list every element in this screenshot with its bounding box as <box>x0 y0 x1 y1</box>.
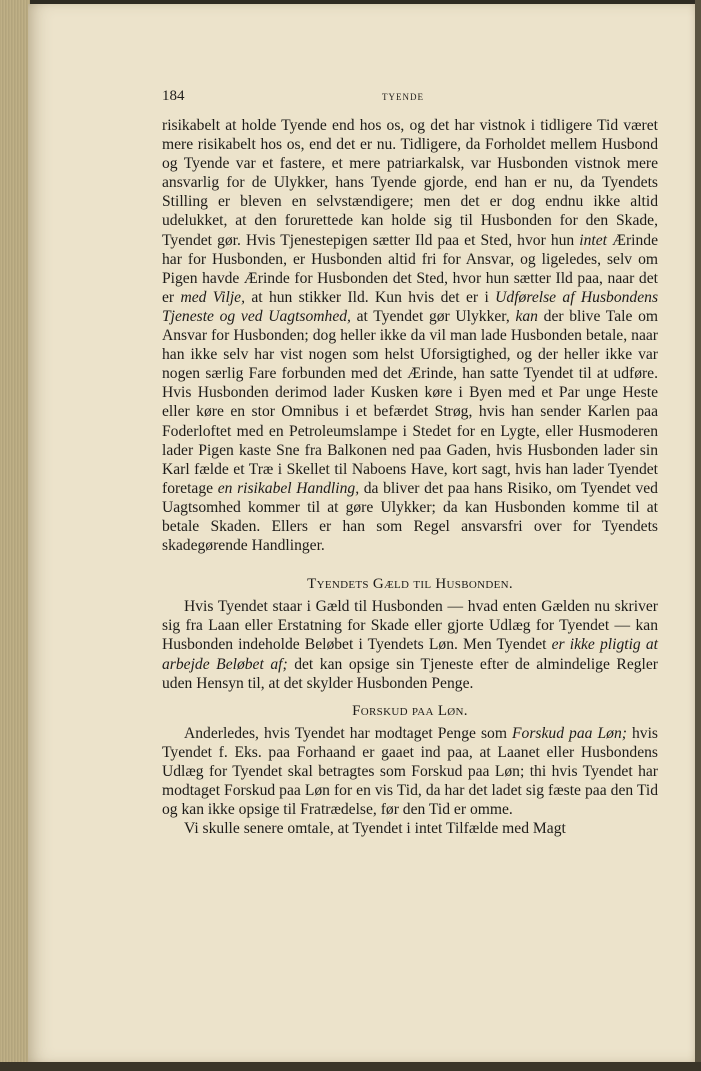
text-run: der blive Tale om Ansvar for Husbonden; dog heller ikke da vil man lade Husbonden betale, naar han ikke selv har vist nogen som helst Uforsigtighed, og der heller ikke var nogen særlig Fare forbunden med det Ærinde, han satte Tyendet til at udføre. Hvis Husbonden derimod lader Kusken køre i Byen med et Par unge Heste eller køre en stor Omnibus i et befærdet Strøg, hvis han sender Karlen paa Foderloftet med en Petroleumslampe i Stedet for en Lygte, eller Husmoderen lader Pigen kaste Sne fra Balkonen ned paa Gaden, hvis Husbonden lader sin Karl fælde et Træ i Skellet til Naboens Have, kort sagt, hvis han lader Tyendet foretage <box>162 307 659 497</box>
body-text <box>162 116 658 838</box>
text-run: hvis Tyendet f. Eks. paa Forhaand er gaaet ind paa, at Laanet eller Husbondens Udlæg for Tyendet skal betragtes som Forskud paa Løn; thi hvis Tyendet har modtaget Forskud paa Løn for en vis Tid, da har det ladet sig fæste paa den Tid og kan ikke opsige til Fratrædelse, før den Tid er omme. <box>162 724 658 819</box>
page-edge-bottom <box>0 1062 701 1071</box>
page-number: 184 <box>162 88 185 104</box>
book-spine <box>0 0 30 1071</box>
paragraph <box>162 724 658 819</box>
text-run: Hvis Tyendet staar i Gæld til Husbonden — hvad enten Gælden nu skriver sig fra Laan eller Erstatning for Skade eller gjorte Udlæg for Tyendet — kan Husbonden indeholde Beløbet i Tyendets Løn. Men Tyendet <box>162 598 658 654</box>
section-heading: Tyendets Gæld til Husbonden. <box>307 576 513 593</box>
text-run: at hun stikker Ild. Kun hvis det er i <box>244 288 496 306</box>
text-run: risikabelt at holde Tyende end hos os, og det har vistnok i tidligere Tid været mere risikabelt hos os, end det er nu. Tidligere, da Forholdet mellem Husbond og Tyende var et fastere, et mere patriarkalsk, var Husbonden vistnok mere ansvarlig for de Ulykker, hans Tyende gjorde, end han er nu, da Tyendets Stilling er bleven en selvstændigere; men det er dog endnu ikke altid udelukket, at den forurettede kan holde sig til Husbonden for den Skade, Tyendet gør. Hvis Tjenestepigen sætter Ild paa et Sted, hvor hun <box>162 117 658 249</box>
italic-text: kan <box>515 307 538 325</box>
paragraph <box>162 819 658 838</box>
italic-text: Forskud paa Løn; <box>512 724 627 742</box>
italic-text: intet <box>579 231 608 249</box>
italic-text: en risikabel Handling, <box>217 479 360 497</box>
italic-text: er ikke pligtig at arbejde Beløbet af; <box>162 636 658 673</box>
running-head: TYENDE <box>382 92 424 102</box>
italic-text: Udførelse af Husbondens Tjeneste og ved Uagtsomhed, <box>162 288 659 325</box>
text-run: da bliver det paa hans Risiko, om Tyendet ved Uagtsomhed kommer til at gøre Ulykker; da kan Husbonden komme til at betale Skaden. Ellers er han som Regel ansvarsfri over for Tyendets skadegørende Handlinger. <box>162 479 658 555</box>
section-heading: Forskud paa Løn. <box>352 702 468 719</box>
text-run: Anderledes, hvis Tyendet har modtaget Penge som <box>184 724 513 742</box>
italic-text: med Vilje, <box>180 288 245 306</box>
page-header <box>162 88 657 108</box>
text-run: Vi skulle senere omtale, at Tyendet i intet Tilfælde med Magt <box>184 820 566 838</box>
paragraph <box>162 116 658 555</box>
text-run: det kan opsige sin Tjeneste efter de almindelige Regler uden Hensyn til, at det skylder Husbonden Penge. <box>162 655 658 692</box>
text-run: Ærinde har for Husbonden, er Husbonden altid fri for Ansvar, og ligeledes, selv om Pigen havde Ærinde for Husbonden det Sted, hvor hun sætter Ild paa, naar det er <box>162 231 658 306</box>
text-run: at Tyendet gør Ulykker, <box>350 307 516 325</box>
paragraph <box>162 597 658 692</box>
page-edge-right <box>695 0 701 1071</box>
